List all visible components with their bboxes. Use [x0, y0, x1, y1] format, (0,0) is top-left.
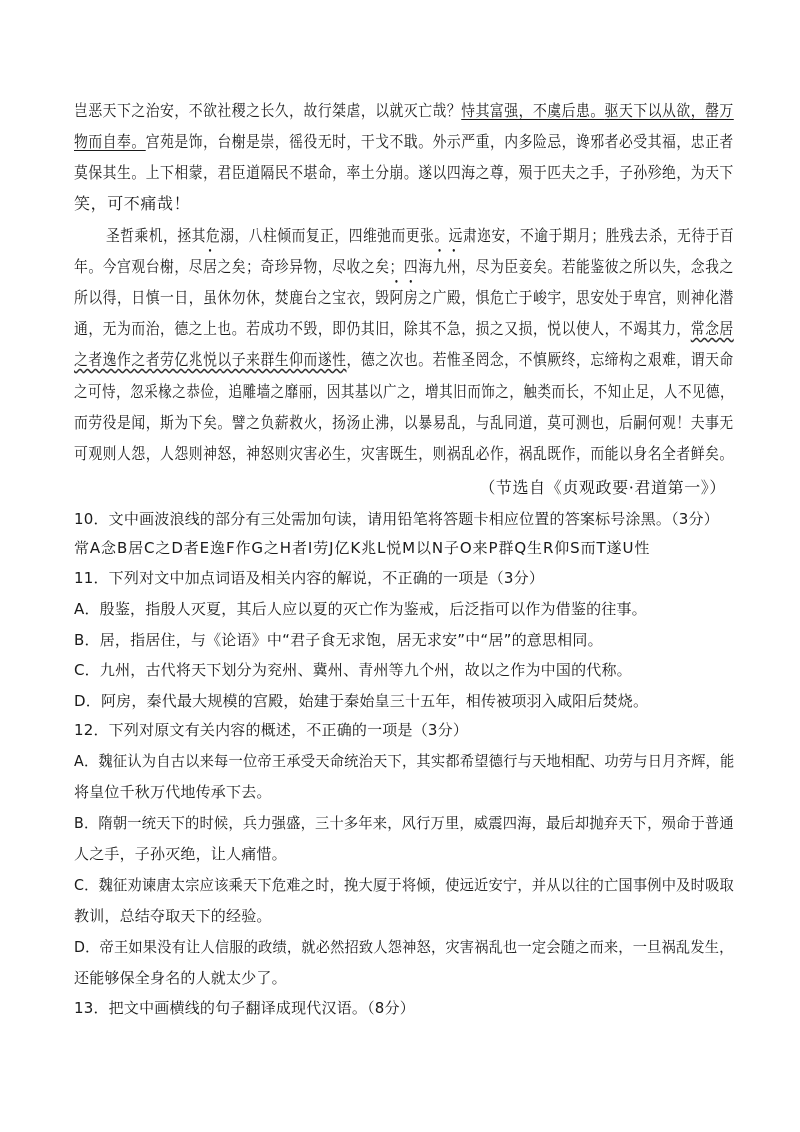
passage-line: 笑，可不痛哉！	[74, 194, 191, 213]
passage-text: 通，无为而治，德之上也。若成功不毁，即仍其旧，除其不急，损之又损，悦以使人，不竭其力，	[74, 319, 691, 338]
underlined-sentence: 驱天下以从欲，罄万	[604, 101, 734, 120]
option-b: B．居，指居住，与《论语》中“君子食无求饱，居无求安”中“居”的意思相同。	[74, 631, 603, 649]
dotted-word: 九	[432, 257, 447, 276]
question-12: 12．下列对原文有关内容的概述，不正确的一项是（3分）	[74, 721, 469, 739]
dotted-word: 州	[446, 257, 462, 276]
dotted-word: 阿	[389, 288, 404, 307]
passage-text: 之矣；奇珍异物，尽收之矣；四海	[217, 257, 433, 276]
option-c-cont: 教训，总结夺取天下的经验。	[74, 907, 272, 925]
question-10: 10．文中画波浪线的部分有三处需加句读，请用铅笔将答题卡相应位置的答案标号涂黑。（3分）	[74, 510, 719, 528]
option-a: A．殷鉴，指殷人灭夏，其后人应以夏的灭亡作为鉴戒，后泛指可以作为借鉴的往事。	[74, 600, 647, 618]
dotted-word: 居	[203, 257, 218, 276]
option-d-cont: 还能够保全身名的人就太少了。	[74, 969, 287, 987]
passage-line	[74, 285, 734, 308]
passage-line: 之可恃，忽采椽之恭俭，追雕墙之靡丽，因其基以广之，增其旧而饰之，触类而长，不知止足，人不见德，	[74, 382, 735, 401]
passage-text: 所以得，日慎一日，虽休勿休，焚鹿台之宝衣，毁	[74, 288, 390, 307]
passage-line: 莫保其生。上下相蒙，君臣道隔民不堪命，率土分崩。遂以四海之尊，殒于匹夫之手，子孙殄绝，为天下	[74, 163, 734, 182]
passage-text: ，尽为臣妾矣。若能鉴彼之所以失，念我之	[461, 257, 734, 276]
passage-text: 之广殿，惧危亡于峻宇，思安处于卑宫，则神化潜	[418, 288, 734, 307]
option-c: C．魏征劝谏唐太宗应该乘天下危难之时，挽大厦于将倾，使远近安宁，并从以往的亡国事例中及时吸取	[74, 876, 734, 894]
wavy-underline-text: 常念居	[690, 319, 734, 338]
source-citation: （节选自《贞观政要·君道第一》）	[479, 478, 726, 497]
passage-line	[74, 129, 734, 152]
passage-line	[74, 316, 734, 339]
passage-line: 而劳役是闻，斯为下矣。譬之负薪救火，扬汤止沸，以暴易乱，与乱同道，莫可测也，后嗣何观！夫事无	[74, 413, 734, 432]
option-a-cont: 将皇位千秋万代地传承下去。	[74, 783, 272, 801]
passage-line	[74, 347, 734, 370]
option-c: C．九州，古代将天下划分为兖州、冀州、青州等九个州，故以之作为中国的代称。	[74, 661, 632, 679]
question-11: 11．下列对文中加点词语及相关内容的解说，不正确的一项是（3分）	[74, 569, 545, 587]
passage-text: ，德之次也。若惟圣罔念，不慎厥终，忘缔构之艰难，谓天命	[346, 350, 734, 369]
wavy-underline-text: 之者逸作之者劳亿兆悦以子来群生仰而遂性	[74, 350, 347, 369]
punctuation-options: 常A念B居C之D者E逸F作G之H者I劳J亿K兆L悦M以N子O来P群Q生R仰S而T遂U性	[74, 539, 651, 557]
passage-line: 可观则人怨，人怨则神怒，神怒则灾害必生，灾害既生，则祸乱必作，祸乱既作，而能以身名全者鲜矣。	[74, 444, 734, 463]
option-b: B．隋朝一统天下的时候，兵力强盛，三十多年来，风行万里，威震四海，最后却抛弃天下，殒命于普通	[74, 814, 734, 832]
option-b-cont: 人之手，子孙灭绝，让人痛惜。	[74, 845, 287, 863]
option-a: A．魏征认为自古以来每一位帝王承受天命统治天下，其实都希望德行与天地相配、功劳与日月齐辉，能	[74, 752, 735, 770]
passage-text: 岂恶天下之治安，不欲社稷之长久，故行桀虐，以就灭亡哉？	[74, 101, 462, 120]
passage-text: 年。今宫观台榭，尽	[74, 257, 204, 276]
passage-line	[74, 98, 734, 121]
passage-line: 圣哲乘机，拯其危溺，八柱倾而复正，四维弛而更张。远肃迩安，不逾于期月；胜残去杀，无待于百	[106, 226, 735, 245]
underlined-sentence: 物而自奉。	[74, 132, 146, 151]
passage-text: 宫苑是饰，台榭是崇，徭役无时，干戈不戢。外示严重，内多险忌，谗邪者必受其福，忠正者	[145, 132, 734, 151]
question-13: 13．把文中画横线的句子翻译成现代汉语。（8分）	[74, 999, 415, 1017]
option-d: D．帝王如果没有让人信服的政绩，就必然招致人怨神怒，灾害祸乱也一定会随之而来，一旦祸乱发生，	[74, 938, 734, 956]
underlined-sentence: 恃其富强，不虞后患。	[461, 101, 605, 120]
passage-line	[74, 254, 734, 277]
dotted-word: 房	[403, 288, 419, 307]
option-d: D．阿房，秦代最大规模的宫殿，始建于秦始皇三十五年，相传被项羽入咸阳后焚烧。	[74, 692, 649, 710]
